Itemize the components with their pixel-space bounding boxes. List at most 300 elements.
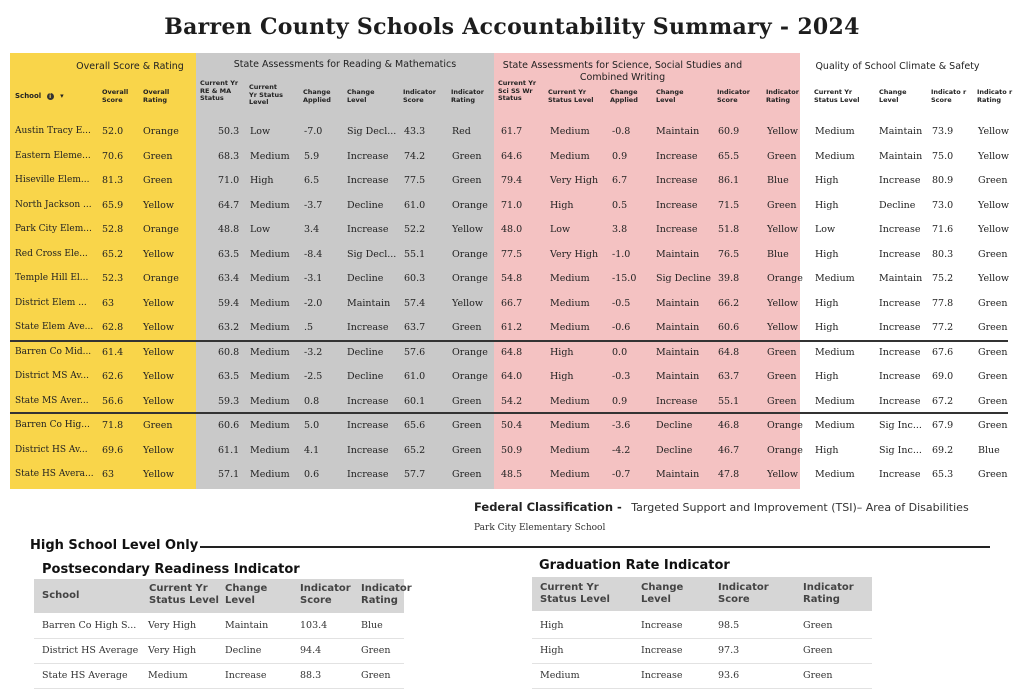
col-rm-change[interactable]: Change Applied (303, 88, 331, 104)
cell-rm-status-level: Medium (250, 273, 290, 284)
gr-col-ind-rating[interactable]: Indicator Rating (803, 582, 854, 605)
cell-cl-ind-rating: Green (978, 395, 1008, 407)
cell-cl-status-level: Medium (815, 126, 855, 137)
cell-rm-change: .5 (304, 322, 314, 333)
cell-cl-status-level: High (815, 175, 839, 186)
cell-rm-change: -2.5 (304, 371, 323, 382)
cell-rm-change-level: Increase (347, 469, 389, 480)
cell-cl-status-level: High (815, 371, 839, 382)
cell-rm-change-level: Increase (347, 224, 389, 235)
cell-rm-ind-score: 57.6 (404, 346, 426, 358)
cell-sc-status: 48.5 (501, 469, 523, 480)
col-rm-status-level[interactable]: Current Yr Status Level (249, 83, 283, 106)
cell-cl-change-level: Increase (879, 224, 921, 235)
cell-school[interactable]: Eastern Eleme... (15, 150, 91, 161)
cell-sc-status: 79.4 (501, 175, 523, 186)
gr-col-ind-score[interactable]: Indicator Score (718, 582, 769, 605)
gr-cell-change-level: Increase (641, 645, 683, 656)
cell-rm-status: 63.5 (218, 371, 240, 382)
cell-cl-change-level: Maintain (879, 150, 923, 162)
ps-cell-school: District HS Average (42, 645, 139, 656)
cell-rm-change-level: Sig Decl... (347, 126, 397, 137)
cell-rm-ind-rating: Green (452, 150, 482, 162)
cell-school[interactable]: Hiseville Elem... (15, 175, 90, 185)
cell-sc-change-level: Decline (656, 420, 693, 431)
cell-sc-change: -0.7 (612, 469, 631, 480)
cell-rm-change: -3.7 (304, 199, 323, 211)
postsecondary-header (34, 579, 412, 613)
ps-cell-change-level: Increase (225, 670, 267, 681)
gr-col-change-level[interactable]: Change Level (641, 582, 684, 605)
cell-sc-change: 3.8 (612, 224, 628, 235)
gr-cell-ind-rating: Green (803, 620, 833, 631)
cell-sc-change-level: Sig Decline (656, 273, 712, 284)
cell-overall-rating: Yellow (143, 346, 174, 358)
cell-rm-change: 0.8 (304, 395, 320, 407)
sort-icon: ▾ (60, 92, 64, 100)
cell-overall-rating: Yellow (143, 444, 174, 456)
cell-rm-change-level: Maintain (347, 297, 391, 309)
cell-rm-ind-rating: Red (452, 126, 471, 137)
cell-sc-change-level: Increase (656, 224, 698, 235)
cell-sc-ind-score: 71.5 (718, 199, 740, 211)
cell-cl-ind-score: 77.8 (932, 297, 954, 309)
cell-sc-ind-score: 86.1 (718, 175, 740, 186)
cell-sc-change: -15.0 (612, 273, 637, 284)
row-divider (34, 663, 404, 664)
cell-cl-ind-score: 65.3 (932, 469, 954, 480)
ps-cell-school: Barren Co High S... (42, 620, 137, 631)
cell-rm-status-level: Low (250, 126, 271, 137)
cell-cl-ind-rating: Green (978, 371, 1008, 382)
divider-elem-ms (10, 340, 1008, 342)
col-sc-status-level[interactable]: Current Yr Status Level (548, 88, 594, 104)
gr-cell-ind-rating: Green (803, 645, 833, 656)
cell-overall-rating: Yellow (143, 248, 174, 260)
cell-rm-status-level: Medium (250, 444, 290, 456)
cell-sc-change: -3.6 (612, 420, 631, 431)
col-cl-change-level[interactable]: Change Level (879, 88, 907, 104)
cell-cl-status-level: High (815, 199, 839, 211)
hs-section-rule (200, 546, 990, 548)
cell-school[interactable]: State MS Aver... (15, 395, 89, 406)
cell-cl-ind-score: 69.2 (932, 444, 954, 456)
cell-cl-change-level: Increase (879, 469, 921, 480)
cell-overall-rating: Green (143, 175, 173, 186)
cell-sc-change: 0.0 (612, 346, 628, 358)
cell-sc-change-level: Maintain (656, 322, 700, 333)
gr-cell-ind-score: 93.6 (718, 670, 740, 681)
cell-overall-score: 69.6 (102, 444, 124, 456)
cell-sc-status: 50.9 (501, 444, 523, 456)
cell-rm-status: 57.1 (218, 469, 240, 480)
cell-sc-ind-score: 55.1 (718, 395, 740, 407)
cell-sc-ind-score: 60.9 (718, 126, 740, 137)
cell-cl-change-level: Increase (879, 395, 921, 407)
gr-cell-status-level: High (540, 620, 564, 631)
cell-sc-status: 66.7 (501, 297, 523, 309)
cell-sc-change: 0.5 (612, 199, 628, 211)
cell-overall-score: 61.4 (102, 346, 124, 358)
cell-rm-status-level: Medium (250, 420, 290, 431)
col-rm-status[interactable]: Current Yr RE & MA Status (200, 79, 239, 102)
cell-cl-ind-score: 73.0 (932, 199, 954, 211)
cell-overall-rating: Yellow (143, 322, 174, 333)
cell-rm-change: -8.4 (304, 248, 323, 260)
cell-rm-change-level: Decline (347, 273, 384, 284)
col-rm-change-level[interactable]: Change Level (347, 88, 375, 104)
cell-sc-ind-score: 47.8 (718, 469, 740, 480)
cell-cl-ind-score: 75.2 (932, 273, 954, 284)
cell-rm-ind-score: 43.3 (404, 126, 426, 137)
cell-school[interactable]: North Jackson ... (15, 199, 92, 210)
cell-rm-ind-score: 60.3 (404, 273, 426, 284)
cell-sc-status: 54.2 (501, 395, 523, 407)
cell-rm-status: 60.6 (218, 420, 240, 431)
cell-sc-status-level: Medium (550, 420, 590, 431)
cell-rm-ind-rating: Green (452, 469, 482, 480)
cell-rm-status: 50.3 (218, 126, 240, 137)
cell-rm-change-level: Increase (347, 175, 389, 186)
cell-rm-change-level: Decline (347, 199, 384, 211)
cell-sc-status-level: Medium (550, 273, 590, 284)
cell-school[interactable]: Barren Co Mid... (15, 346, 92, 357)
cell-cl-status-level: High (815, 248, 839, 260)
cell-sc-status-level: Medium (550, 126, 590, 137)
cell-sc-status: 61.2 (501, 322, 523, 333)
cell-sc-status: 64.8 (501, 346, 523, 358)
cell-rm-change: -7.0 (304, 126, 323, 137)
cell-rm-status: 71.0 (218, 175, 240, 186)
gr-cell-ind-rating: Green (803, 670, 833, 681)
cell-cl-change-level: Increase (879, 248, 921, 260)
gr-cell-ind-score: 97.3 (718, 645, 740, 656)
cell-cl-status-level: Low (815, 224, 836, 235)
cell-school[interactable]: Red Cross Ele... (15, 248, 88, 259)
gr-cell-change-level: Increase (641, 670, 683, 681)
cell-sc-status: 64.0 (501, 371, 523, 382)
cell-cl-change-level: Increase (879, 297, 921, 309)
cell-rm-ind-score: 55.1 (404, 248, 426, 260)
cell-sc-change-level: Increase (656, 199, 698, 211)
cell-rm-ind-score: 57.4 (404, 297, 426, 309)
federal-school: Park City Elementary School (474, 523, 606, 533)
cell-overall-rating: Orange (143, 126, 179, 137)
gr-cell-status-level: High (540, 645, 564, 656)
cell-rm-status: 60.8 (218, 346, 240, 358)
cell-rm-status-level: Medium (250, 346, 290, 358)
gr-col-status-level[interactable]: Current Yr Status Level (540, 582, 610, 605)
cell-sc-status-level: High (550, 346, 574, 358)
cell-sc-ind-rating: Green (767, 371, 797, 382)
cell-cl-ind-score: 71.6 (932, 224, 954, 235)
cell-sc-change: 0.9 (612, 150, 628, 162)
cell-sc-ind-rating: Yellow (767, 224, 798, 235)
group-overall: Overall Score & Rating (76, 61, 184, 72)
col-cl-ind-rating[interactable]: Indicato r Rating (977, 88, 1013, 104)
cell-sc-status-level: Low (550, 224, 571, 235)
ps-col-status-level[interactable]: Current Yr Status Level (149, 583, 219, 606)
cell-sc-change: 0.9 (612, 395, 628, 407)
cell-sc-change-level: Increase (656, 175, 698, 186)
cell-rm-change-level: Increase (347, 322, 389, 333)
cell-school[interactable]: Barren Co Hig... (15, 420, 90, 430)
cell-sc-ind-rating: Green (767, 346, 797, 358)
cell-rm-change-level: Increase (347, 150, 389, 162)
cell-rm-status-level: Medium (250, 150, 290, 162)
cell-sc-change-level: Maintain (656, 371, 700, 382)
cell-rm-status-level: Medium (250, 371, 290, 382)
postsecondary-title: Postsecondary Readiness Indicator (42, 562, 300, 577)
cell-overall-rating: Yellow (143, 469, 174, 480)
cell-overall-rating: Yellow (143, 395, 174, 407)
cell-cl-ind-rating: Blue (978, 444, 1000, 456)
col-sc-change-level[interactable]: Change Level (656, 88, 684, 104)
cell-rm-status: 63.2 (218, 322, 240, 333)
cell-rm-status: 48.8 (218, 224, 240, 235)
cell-sc-change-level: Maintain (656, 297, 700, 309)
cell-sc-ind-rating: Orange (767, 444, 803, 456)
ps-cell-ind-score: 94.4 (300, 645, 322, 656)
cell-rm-status: 68.3 (218, 150, 240, 162)
cell-rm-ind-score: 57.7 (404, 469, 426, 480)
cell-school[interactable]: District MS Av... (15, 371, 90, 381)
cell-cl-status-level: Medium (815, 395, 855, 407)
cell-cl-ind-rating: Yellow (978, 150, 1009, 162)
page-title: Barren County Schools Accountability Summary - 2024 (164, 14, 860, 40)
cell-rm-change-level: Sig Decl... (347, 248, 397, 260)
ps-cell-ind-score: 103.4 (300, 620, 328, 631)
federal-label: Federal Classification - (474, 500, 622, 514)
cell-sc-ind-score: 46.7 (718, 444, 740, 456)
cell-cl-change-level: Maintain (879, 126, 923, 137)
cell-sc-status-level: Very High (550, 175, 599, 186)
cell-overall-score: 56.6 (102, 395, 124, 407)
ps-cell-change-level: Decline (225, 645, 262, 656)
cell-cl-status-level: High (815, 322, 839, 333)
cell-cl-ind-rating: Yellow (978, 199, 1009, 211)
cell-cl-status-level: High (815, 297, 839, 309)
cell-overall-score: 70.6 (102, 150, 124, 162)
cell-sc-status: 54.8 (501, 273, 523, 284)
cell-cl-ind-rating: Green (978, 248, 1008, 260)
ps-cell-status-level: Very High (148, 620, 197, 631)
cell-sc-status: 77.5 (501, 248, 523, 260)
cell-overall-score: 63 (102, 297, 115, 309)
ps-col-change-level[interactable]: Change Level (225, 583, 268, 606)
cell-sc-status-level: Medium (550, 444, 590, 456)
cell-sc-ind-score: 51.8 (718, 224, 740, 235)
cell-overall-score: 52.8 (102, 224, 124, 235)
ps-cell-ind-rating: Blue (361, 620, 383, 631)
col-sc-ind-score[interactable]: Indicator Score (717, 88, 750, 104)
gr-cell-ind-score: 98.5 (718, 620, 740, 631)
cell-cl-change-level: Decline (879, 199, 916, 211)
cell-cl-change-level: Increase (879, 346, 921, 358)
cell-rm-ind-rating: Orange (452, 346, 488, 358)
cell-rm-status: 59.3 (218, 395, 240, 407)
cell-overall-score: 81.3 (102, 175, 124, 186)
info-icon: i (47, 93, 54, 100)
cell-sc-change: -0.6 (612, 322, 631, 333)
cell-rm-ind-rating: Orange (452, 273, 488, 284)
row-divider (532, 688, 872, 689)
reading-math-panel (196, 53, 494, 489)
cell-sc-ind-score: 39.8 (718, 273, 740, 284)
cell-school[interactable]: Austin Tracy E... (15, 126, 91, 136)
cell-cl-ind-score: 80.9 (932, 175, 954, 186)
cell-rm-change-level: Decline (347, 346, 384, 358)
cell-school[interactable]: State Elem Ave... (15, 322, 94, 332)
cell-overall-score: 63 (102, 469, 115, 480)
cell-rm-status: 63.4 (218, 273, 240, 284)
cell-overall-rating: Orange (143, 273, 179, 284)
cell-sc-ind-score: 60.6 (718, 322, 740, 333)
cell-cl-change-level: Maintain (879, 273, 923, 284)
cell-sc-change-level: Maintain (656, 248, 700, 260)
ps-col-ind-score[interactable]: Indicator Score (300, 583, 351, 606)
cell-overall-score: 65.2 (102, 248, 124, 260)
cell-sc-status: 50.4 (501, 420, 523, 431)
col-sc-status[interactable]: Current Yr Sci SS Wr Status (498, 79, 537, 102)
cell-cl-ind-rating: Yellow (978, 126, 1009, 137)
cell-sc-ind-rating: Green (767, 150, 797, 162)
col-cl-status-level[interactable]: Current Yr Status Level (814, 88, 860, 104)
cell-school[interactable]: Temple Hill El... (15, 273, 89, 283)
cell-cl-ind-rating: Green (978, 346, 1008, 358)
cell-sc-ind-rating: Yellow (767, 469, 798, 480)
cell-sc-ind-score: 63.7 (718, 371, 740, 382)
cell-rm-status: 63.5 (218, 248, 240, 260)
cell-rm-ind-rating: Green (452, 322, 482, 333)
cell-rm-change: 4.1 (304, 444, 320, 456)
cell-overall-rating: Yellow (143, 199, 174, 211)
cell-rm-ind-score: 65.6 (404, 420, 426, 431)
cell-sc-change-level: Increase (656, 395, 698, 407)
cell-cl-ind-rating: Yellow (978, 273, 1009, 284)
ps-cell-ind-rating: Green (361, 645, 391, 656)
cell-rm-status-level: Medium (250, 199, 290, 211)
cell-rm-change: 0.6 (304, 469, 320, 480)
ps-col-ind-rating[interactable]: Indicator Rating (361, 583, 412, 606)
cell-rm-change: 5.0 (304, 420, 320, 431)
cell-rm-change: -3.2 (304, 346, 323, 358)
cell-rm-ind-rating: Orange (452, 199, 488, 211)
cell-cl-status-level: Medium (815, 346, 855, 358)
cell-cl-ind-rating: Green (978, 469, 1008, 480)
cell-rm-ind-rating: Orange (452, 248, 488, 260)
cell-rm-ind-score: 52.2 (404, 224, 426, 235)
divider-ms-hs (10, 412, 1008, 414)
cell-sc-ind-rating: Orange (767, 273, 803, 284)
cell-cl-status-level: Medium (815, 150, 855, 162)
cell-sc-status: 48.0 (501, 224, 523, 235)
group-science: State Assessments for Science, Social Studies and Combined Writing (502, 60, 743, 83)
cell-school[interactable]: District Elem ... (15, 297, 87, 308)
cell-cl-status-level: Medium (815, 273, 855, 284)
cell-overall-score: 62.8 (102, 322, 124, 333)
cell-sc-ind-score: 76.5 (718, 248, 740, 260)
cell-school[interactable]: Park City Elem... (15, 224, 92, 234)
col-overall-score[interactable]: Overall Score (102, 88, 129, 104)
col-overall-rating[interactable]: Overall Rating (143, 88, 170, 104)
cell-rm-ind-score: 61.0 (404, 371, 426, 382)
cell-sc-change: -0.3 (612, 371, 631, 382)
cell-sc-change: -1.0 (612, 248, 631, 260)
cell-rm-status: 59.4 (218, 297, 240, 309)
cell-sc-status: 61.7 (501, 126, 523, 137)
cell-overall-score: 65.9 (102, 199, 124, 211)
cell-rm-status-level: High (250, 175, 274, 186)
cell-cl-ind-score: 77.2 (932, 322, 954, 333)
cell-rm-status: 61.1 (218, 444, 240, 456)
cell-cl-ind-rating: Green (978, 297, 1008, 309)
cell-sc-status-level: High (550, 199, 574, 211)
cell-school[interactable]: District HS Av... (15, 444, 88, 455)
cell-cl-ind-score: 73.9 (932, 126, 954, 137)
cell-rm-status-level: Medium (250, 322, 290, 333)
col-sc-change[interactable]: Change Applied (610, 88, 638, 104)
cell-rm-ind-rating: Yellow (452, 297, 483, 309)
cell-sc-change-level: Maintain (656, 346, 700, 358)
ps-cell-ind-rating: Green (361, 670, 391, 681)
cell-sc-change: -4.2 (612, 444, 631, 456)
group-reading-math: State Assessments for Reading & Mathematics (233, 59, 457, 70)
col-rm-ind-rating[interactable]: Indicator Rating (451, 88, 484, 104)
ps-cell-change-level: Maintain (225, 620, 269, 631)
cell-rm-status: 64.7 (218, 199, 240, 211)
cell-sc-status-level: Medium (550, 469, 590, 480)
cell-cl-change-level: Sig Inc... (879, 420, 922, 431)
ps-col-school[interactable]: School (42, 590, 80, 601)
federal-value: Targeted Support and Improvement (TSI)– Area of Disabilities (631, 501, 969, 514)
cell-rm-status-level: Medium (250, 248, 290, 260)
cell-school[interactable]: State HS Avera... (15, 469, 94, 479)
ps-cell-ind-score: 88.3 (300, 670, 322, 681)
cell-rm-ind-score: 61.0 (404, 199, 426, 211)
cell-sc-change-level: Maintain (656, 469, 700, 480)
col-sc-ind-rating[interactable]: Indicator Rating (766, 88, 799, 104)
ps-cell-status-level: Very High (148, 645, 197, 656)
col-school[interactable]: School i ▾ (15, 92, 64, 100)
graduation-header (532, 577, 872, 611)
cell-sc-status: 64.6 (501, 150, 523, 162)
cell-sc-ind-rating: Green (767, 199, 797, 211)
cell-cl-ind-score: 67.6 (932, 346, 954, 358)
cell-sc-change-level: Decline (656, 444, 693, 456)
cell-rm-ind-rating: Green (452, 444, 482, 456)
row-divider (34, 688, 404, 689)
cell-rm-ind-rating: Green (452, 395, 482, 407)
cell-overall-score: 52.0 (102, 126, 124, 137)
cell-cl-change-level: Increase (879, 175, 921, 186)
cell-cl-ind-score: 67.2 (932, 395, 954, 407)
col-cl-ind-score[interactable]: Indicato r Score (931, 88, 967, 104)
cell-rm-status-level: Medium (250, 469, 290, 480)
cell-cl-ind-score: 69.0 (932, 371, 954, 382)
col-rm-ind-score[interactable]: Indicator Score (403, 88, 436, 104)
cell-cl-status-level: Medium (815, 469, 855, 480)
cell-sc-status: 71.0 (501, 199, 523, 211)
cell-sc-status-level: High (550, 371, 574, 382)
row-divider (532, 663, 872, 664)
cell-sc-change: -0.8 (612, 126, 631, 137)
cell-rm-ind-rating: Orange (452, 371, 488, 382)
cell-overall-score: 71.8 (102, 420, 124, 431)
cell-rm-change-level: Increase (347, 420, 389, 431)
cell-rm-change: 6.5 (304, 175, 320, 186)
cell-overall-score: 52.3 (102, 273, 124, 284)
